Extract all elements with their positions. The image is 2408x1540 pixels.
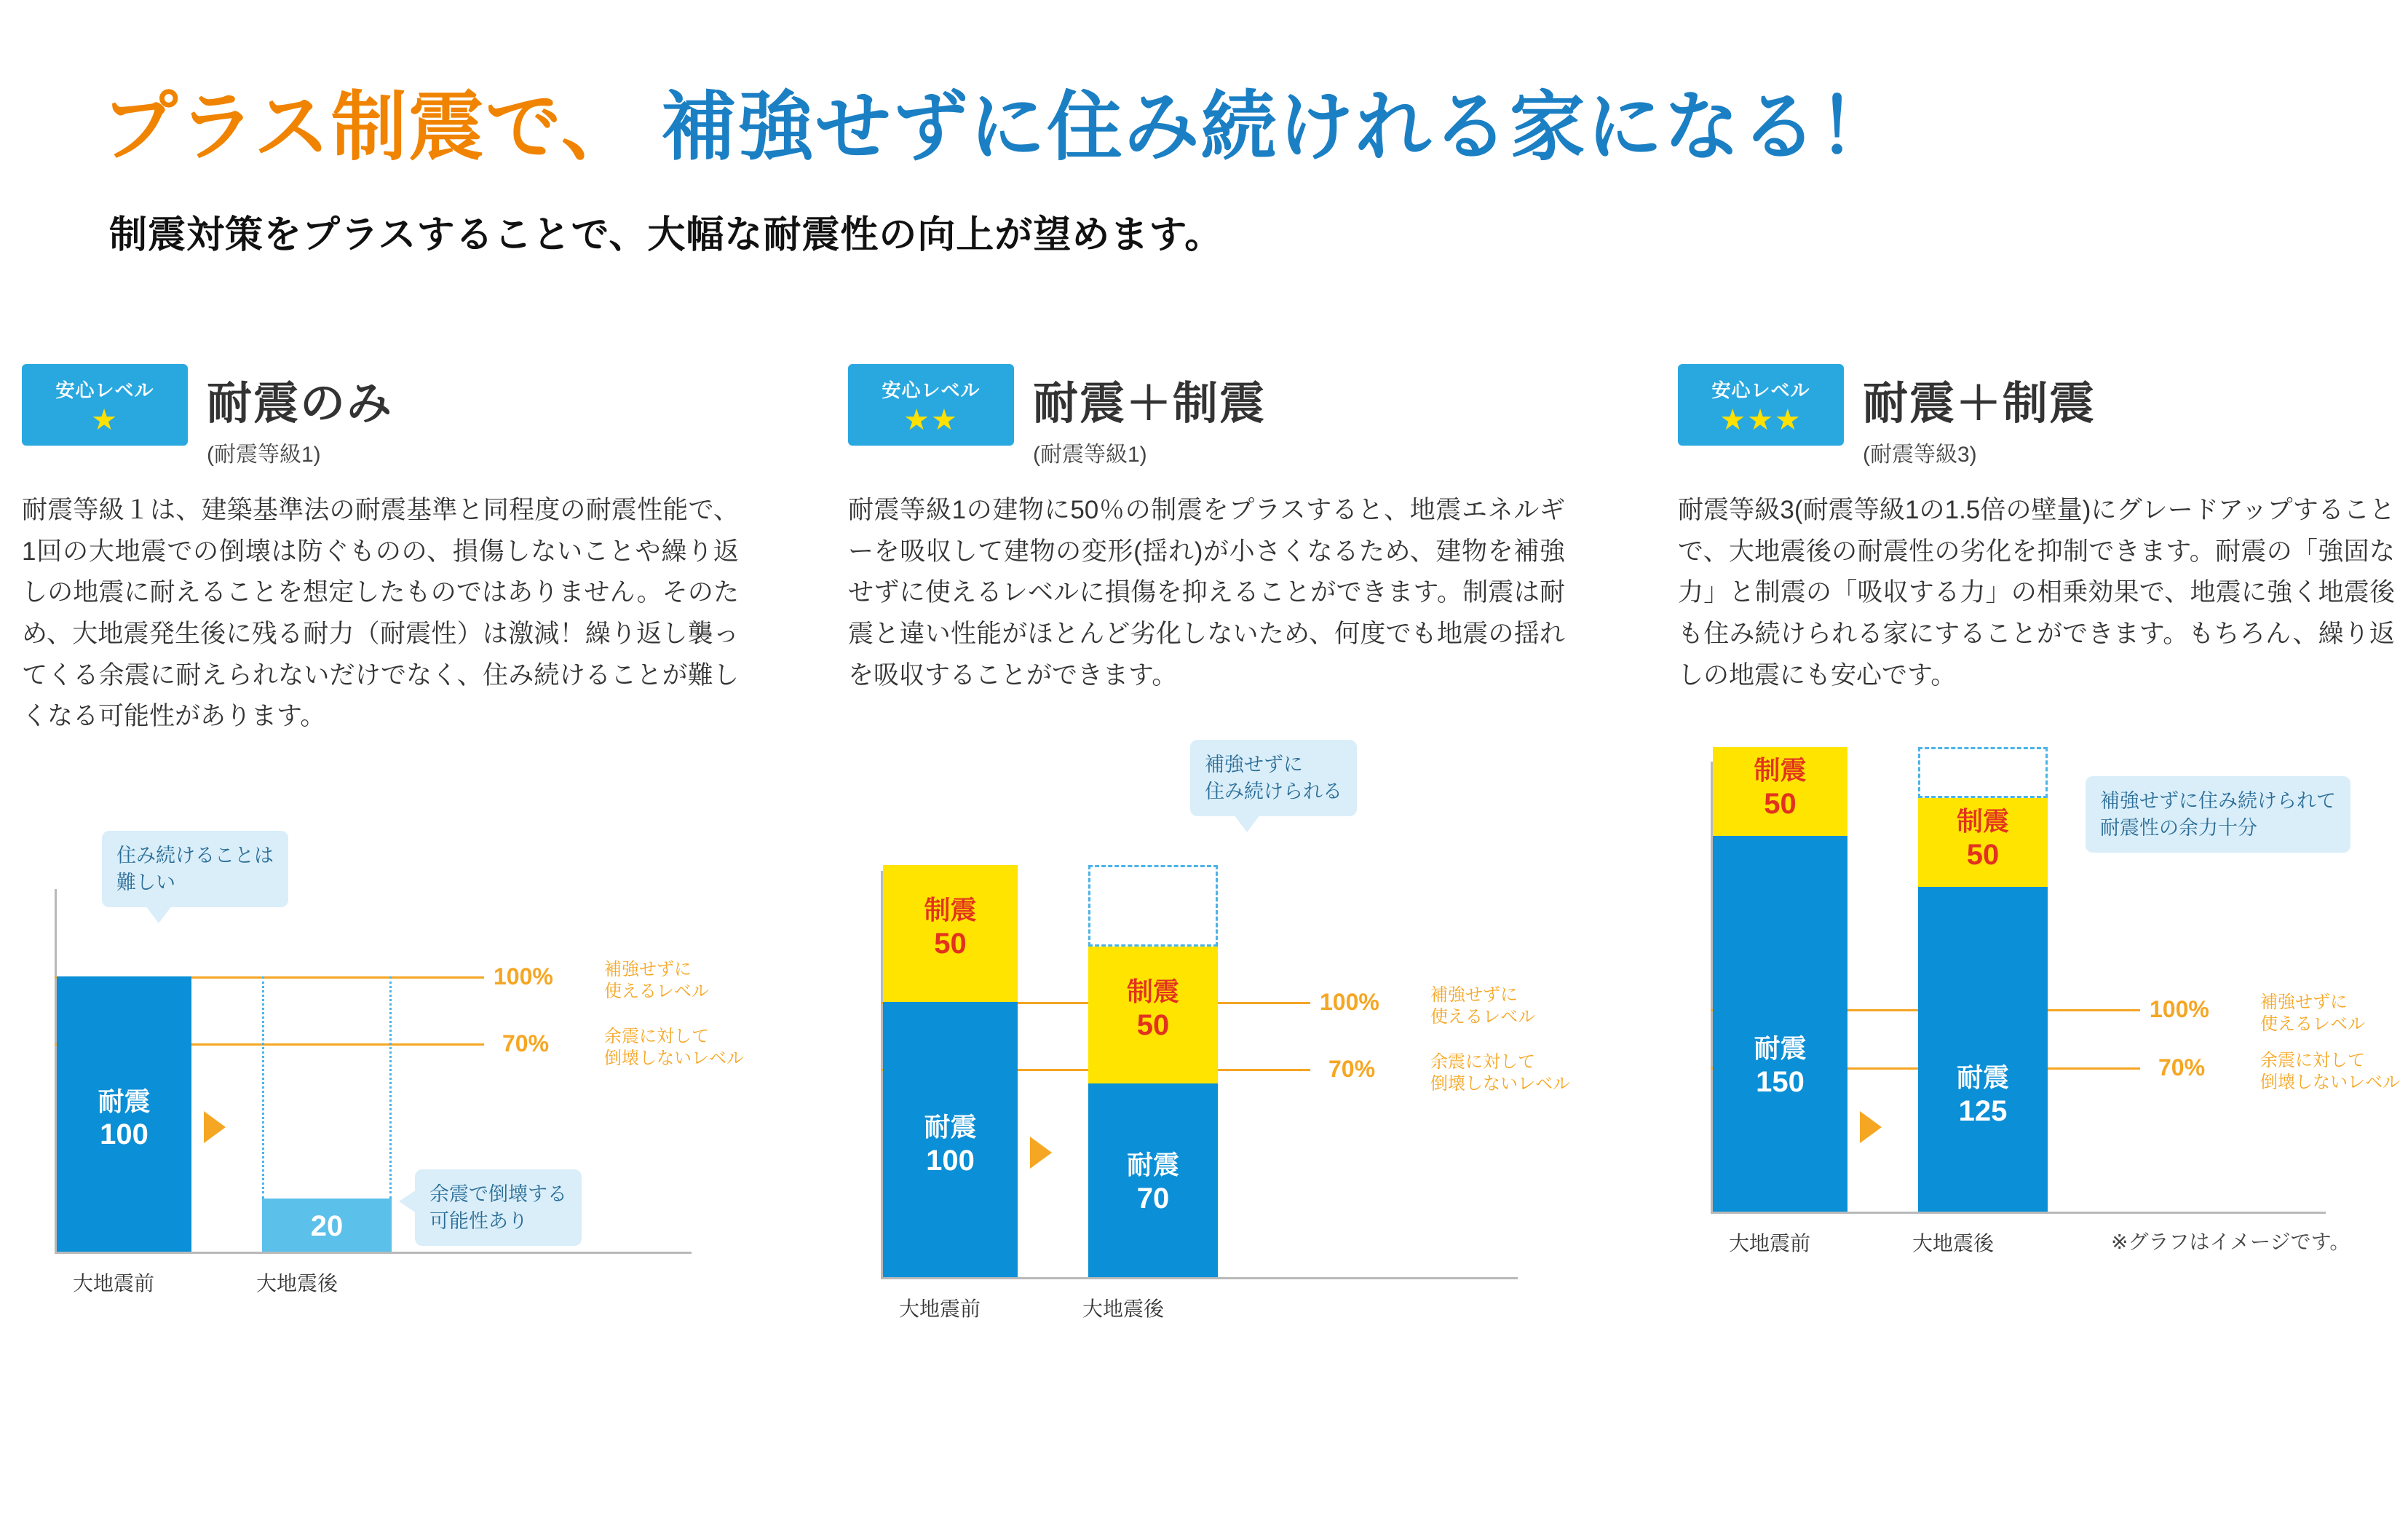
- bar-label-text: 耐震: [1956, 1062, 2009, 1093]
- bar-label-value: 100: [100, 1118, 148, 1151]
- bar-label-value: 50: [1136, 1008, 1170, 1041]
- transition-arrow-icon: [1030, 1137, 1052, 1169]
- star-icon: ★★★: [1719, 403, 1802, 436]
- x-label-after: 大地震後: [256, 1272, 338, 1295]
- gridline-100-label: 100%: [2150, 996, 2209, 1023]
- bar-label-text: 耐震: [1754, 1033, 1807, 1064]
- bar-label-text: 制震: [924, 895, 977, 925]
- gridline-70-label: 70%: [1328, 1056, 1376, 1083]
- callout-keep-living: 補強せずに 住み続けられる: [1190, 740, 1357, 816]
- gridline-70-note: 余震に対して 倒壊しないレベル: [1430, 1052, 1570, 1094]
- gridline-100-note: 補強せずに 使えるレベル: [604, 960, 709, 1002]
- bar-after-seishin: [1918, 798, 2048, 887]
- chart-taishin-seishin-1: [848, 754, 1576, 1351]
- bar-after-taishin: [1918, 887, 2048, 1212]
- bar-before-seishin: [1713, 747, 1847, 836]
- bar-label-text: 制震: [1754, 755, 1807, 786]
- panel-title: 耐震のみ: [207, 379, 394, 429]
- headline-part2: 補強せずに住み続けれる家になる！: [660, 85, 1896, 170]
- badge-label: 安心レベル: [1711, 379, 1810, 401]
- transition-arrow-icon: [204, 1111, 226, 1143]
- bar-after-taishin: [262, 1199, 392, 1252]
- chart-taishin-seishin-3: [1678, 718, 2406, 1286]
- headline-part1: プラス制震で、: [102, 85, 638, 170]
- panel-description: 耐震等級3(耐震等級1の1.5倍の壁量)にグレードアップすることで、大地震後の耐震性の劣化を抑制できます。耐震の「強固な力」と制震の「吸収する力」の相乗効果で、地震に強く地震後も住み続けられる家にすることができます。もちろん、繰り返しの地震にも安心です。: [1678, 496, 2395, 690]
- bar-before-taishin: [883, 1002, 1018, 1277]
- panel-description: 耐震等級1の建物に50％の制震をプラスすると、地震エネルギーを吸収して建物の変形(揺れ)が小さくなるため、建物を補強せずに使えるレベルに損傷を抑えることができます。制震は耐震と違い性能がほとんど劣化しないため、何度でも地震の揺れを吸収することができます。: [848, 496, 1565, 690]
- bar-label-value: 125: [1958, 1094, 2008, 1127]
- dotted-guide-right: [389, 976, 392, 1199]
- gridline-100-note: 補強せずに 使えるレベル: [2260, 992, 2365, 1035]
- panel-description: 耐震等級１は、建築基準法の耐震基準と同程度の耐震性能で、1回の大地震での倒壊は防ぐものの、損傷しないことや繰り返しの地震に耐えることを想定したものではありません。そのため、大地震発生後に残る耐力（耐震性）は激減！繰り返し襲ってくる余震に耐えられないだけでなく、住み続けることが難しくなる可能性があります。: [22, 496, 739, 731]
- bar-label-value: 150: [1756, 1065, 1805, 1098]
- chart-x-axis: [881, 1277, 1518, 1279]
- bar-label-text: 制震: [1126, 976, 1179, 1007]
- gridline-70-label: 70%: [502, 1030, 550, 1057]
- chart-x-axis: [1711, 1212, 2326, 1214]
- footer-note: ※グラフはイメージです。: [2111, 1231, 2350, 1254]
- bar-before-seishin: [883, 865, 1018, 1002]
- bar-after-ghost: [1088, 865, 1218, 947]
- panel-taishin-only: [22, 364, 750, 1326]
- page-subtitle: 制震対策をプラスすることで、大幅な耐震性の向上が望めます。: [109, 214, 1224, 256]
- star-icon: ★★: [903, 403, 959, 436]
- bar-label-value: 50: [1764, 787, 1797, 820]
- page-title: [102, 66, 1896, 175]
- bar-label-value: 50: [1966, 838, 2000, 871]
- panel-taishin-seishin-1: [848, 364, 1576, 1351]
- callout-difficult: 住み続けることは 難しい: [102, 831, 288, 907]
- transition-arrow-icon: [1860, 1111, 1882, 1143]
- panel-header: [848, 364, 1576, 468]
- x-label-after: 大地震後: [1912, 1232, 1995, 1255]
- panel-header: [1678, 364, 2406, 468]
- bar-label-value: 100: [926, 1144, 975, 1177]
- bar-before-taishin: [57, 976, 191, 1252]
- panel-subtitle: (耐震等級1): [207, 443, 321, 467]
- callout-collapse-risk: 余震で倒壊する 可能性あり: [415, 1169, 582, 1246]
- bar-after-seishin: [1088, 947, 1218, 1083]
- star-icon: ★: [91, 403, 119, 436]
- bar-label-text: 耐震: [924, 1112, 977, 1142]
- gridline-70-label: 70%: [2158, 1054, 2206, 1081]
- bar-label-text: 制震: [1956, 806, 2009, 837]
- gridline-100-note: 補強せずに 使えるレベル: [1430, 985, 1535, 1027]
- gridline-100-label: 100%: [494, 963, 553, 990]
- safety-level-badge: [848, 364, 1014, 446]
- chart-x-axis: [55, 1252, 692, 1254]
- bar-after-taishin: [1088, 1083, 1218, 1277]
- panel-subtitle: (耐震等級3): [1863, 443, 1977, 467]
- bar-label-value: 70: [1136, 1182, 1170, 1215]
- safety-level-badge: [1678, 364, 1844, 446]
- badge-label: 安心レベル: [55, 379, 154, 401]
- panel-title-block: [207, 364, 393, 468]
- gridline-70-note: 余震に対して 倒壊しないレベル: [2260, 1051, 2400, 1093]
- x-label-before: 大地震前: [899, 1298, 981, 1321]
- panel-title: 耐震＋制震: [1033, 379, 1267, 429]
- safety-level-badge: [22, 364, 188, 446]
- x-label-before: 大地震前: [1729, 1232, 1811, 1255]
- panel-subtitle: (耐震等級1): [1033, 443, 1147, 467]
- panel-title-block: [1033, 364, 1266, 468]
- chart-taishin-only: [22, 758, 750, 1326]
- callout-sufficient-margin: 補強せずに住み続けられて 耐震性の余力十分: [2086, 776, 2350, 853]
- x-label-before: 大地震前: [73, 1272, 155, 1295]
- gridline-100-label: 100%: [1320, 989, 1379, 1016]
- bar-after-ghost: [1918, 747, 2048, 798]
- bar-label-text: 耐震: [98, 1086, 151, 1117]
- bar-label-value: 50: [934, 927, 967, 960]
- bar-before-taishin: [1713, 836, 1847, 1212]
- panel-header: [22, 364, 750, 468]
- x-label-after: 大地震後: [1082, 1298, 1165, 1321]
- panel-taishin-seishin-3: [1678, 364, 2406, 1286]
- gridline-70-note: 余震に対して 倒壊しないレベル: [604, 1027, 744, 1069]
- panel-title-block: [1863, 364, 2096, 468]
- dotted-guide-left: [262, 976, 264, 1199]
- panel-title: 耐震＋制震: [1863, 379, 2096, 429]
- bar-label-text: 耐震: [1126, 1150, 1179, 1180]
- badge-label: 安心レベル: [882, 379, 981, 401]
- bar-after-value: 20: [310, 1210, 344, 1243]
